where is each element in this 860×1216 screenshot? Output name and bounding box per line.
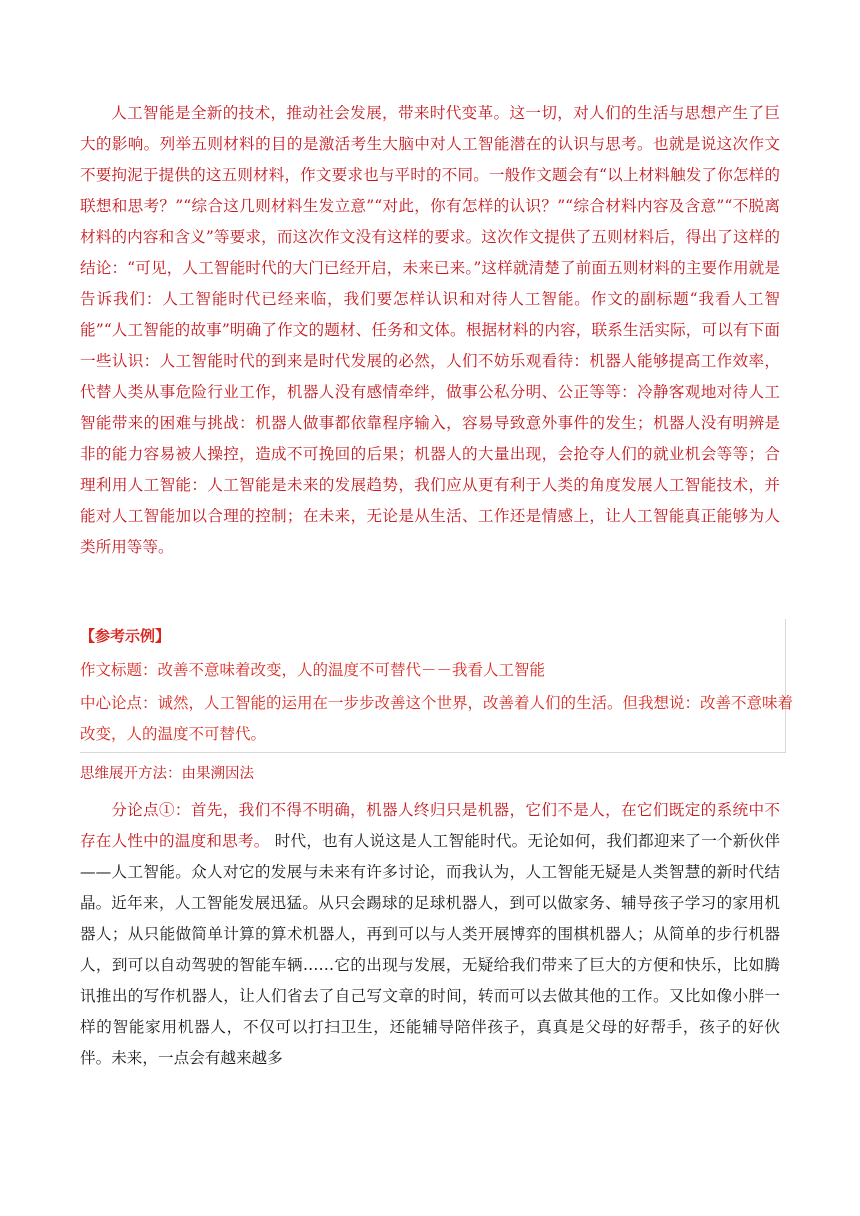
essay-title-line: 作文标题：改善不意味着改变，人的温度不可替代－－我看人工智能 xyxy=(80,661,546,679)
sub-point-body: 时代，也有人说这是人工智能时代。无论如何，我们都迎来了一个新伙伴——人工智能。众人对它的发展与未来有许多讨论，而我认为，人工智能无疑是人类智慧的新时代结晶。 xyxy=(80,832,780,912)
sub-point-statement: 分论点①：首先，我们不得不明确，机器人终归只是机器，它们不是人，在它们既定的系统中不存在人性中的温度和思考。 xyxy=(80,801,780,850)
thesis-line-2: 改变，人的温度不可替代。 xyxy=(80,725,267,743)
thesis-line-1: 中心论点：诚然，人工智能的运用在一步步改善这个世界，改善着人们的生活。但我想说：改善不意味着 xyxy=(80,694,794,712)
body-paragraph: 近年来，人工智能发展迅猛。从只会踢球的足球机器人，到可以做家务、辅导孩子学习的家用机器人；从只能做简单计算的算术机器人，再到可以与人类开展博弈的围棋机器人；从简单的步行机器人，到可以自动驾驶的智能车辆……它的出现与发展，无疑给我们带来了巨大的方便和快乐，比如腾讯推出的写作机器人，让人们省去了自己写文章的时间，转而可以去做其他的工作。又比如像小胖一样的智能家用机器人，不仅可以打扫卫生，还能辅导陪伴孩子，真真是父母的好帮手，孩子的好伙伴。未来，一点会有越来越多 xyxy=(80,894,780,1067)
intro-paragraph: 人工智能是全新的技术，推动社会发展，带来时代变革。这一切，对人们的生活与思想产生了巨大的影响。列举五则材料的目的是激活考生大脑中对人工智能潜在的认识与思考。也就是说这次作文不要拘泥于提供的这五则材料，作文要求也与平时的不同。一般作文题会有“以上材料触发了你怎样的联想和思考？”“综合这几则材料生发立意”“对此，你有怎样的认识？”“综合材料内容及含意”“不脱离材料的内容和含义”等要求，而这次作文没有这样的要求。这次作文提供了五则材料后，得出了这样的结论：“可见，人工智能时代的大门已经开启，未来已来。”这样就清楚了前面五则材料的主要作用就是告诉我们：人工智能时代已经来临，我们要怎样认识和对待人工智能。作文的副标题“我看人工智能”“人工智能的故事”明确了作文的题材、任务和文体。根据材料的内容，联系生活实际，可以有下面一些认识：人工智能时代的到来是时代发展的必然，人们不妨乐观看待：机器人能够提高工作效率，代替人类从事危险行业工作，机器人没有感情牵绊，做事公私分明、公正等等：冷静客观地对待人工智能带来的困难与挑战：机器人做事都依靠程序输入，容易导致意外事件的发生；机器人没有明辨是非的能力容易被人操控，造成不可挽回的后果；机器人的大量出现，会抢夺人们的就业机会等等；合理利用人工智能：人工智能是未来的发展趋势，我们应从更有利于人类的角度发展人工智能技术，并能对人工智能加以合理的控制；在未来，无论是从生活、工作还是情感上，让人工智能真正能够为人类所用等等。 xyxy=(80,104,780,556)
reference-example-box xyxy=(80,619,794,753)
method-line: 思维展开方法：由果溯因法 xyxy=(80,766,254,782)
reference-heading: 【参考示例】 xyxy=(80,627,171,645)
